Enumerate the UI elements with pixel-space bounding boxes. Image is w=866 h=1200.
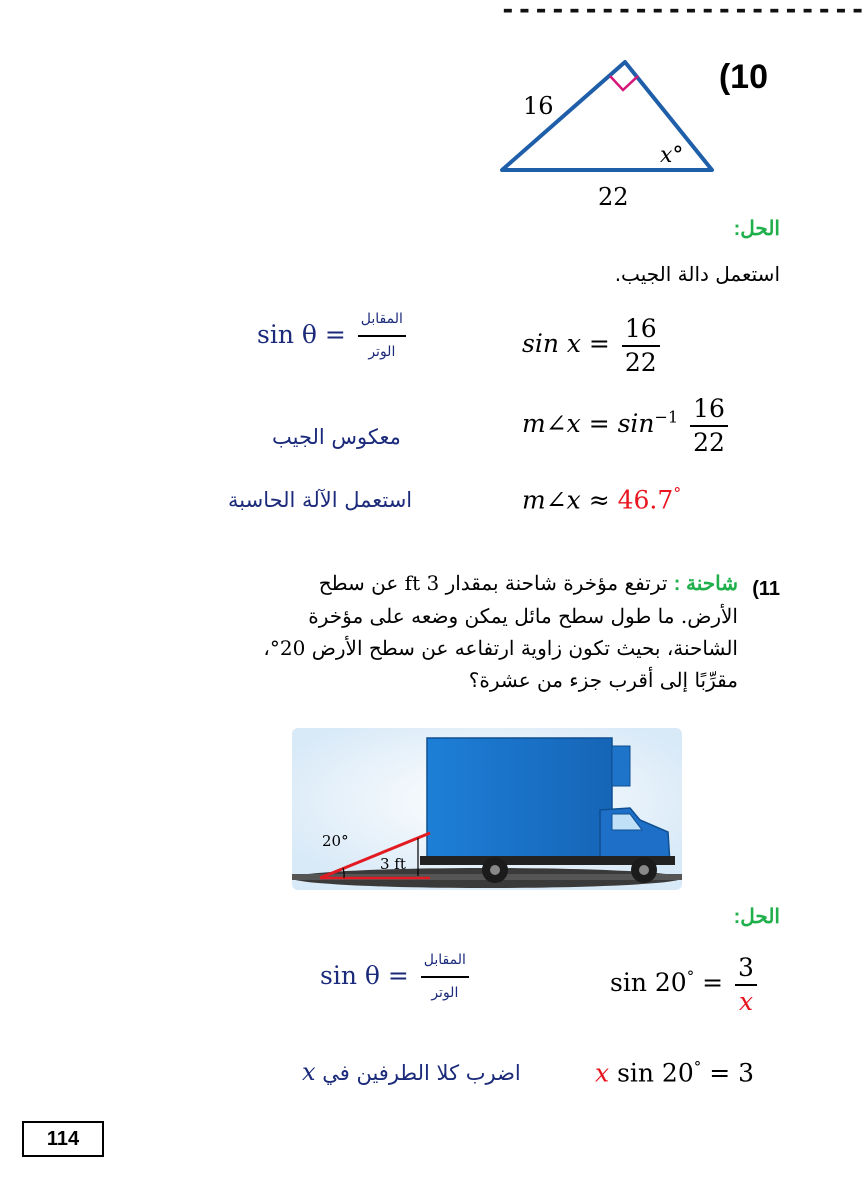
equation-answer [522, 484, 681, 514]
problem-line-1: شاحنة : ترتفع مؤخرة شاحنة بمقدار 3 ft عن سطح [318, 571, 738, 595]
answer-value: 46.7 [617, 485, 674, 515]
equation-sin-x [522, 315, 664, 376]
sine-definition-formula [257, 312, 410, 361]
note-inverse-sine: معكوس الجيب [272, 425, 401, 449]
solution-label-11: الحل: [733, 906, 780, 928]
equation-lhs: m∠x ≈ [522, 485, 610, 515]
angle-label-20: 20° [322, 832, 349, 850]
height-label-3ft: 3 ft [380, 855, 406, 873]
dashed-separator: ---------------------- [500, 0, 866, 25]
truck-illustration [292, 728, 682, 890]
note-multiply-both-sides: x اضرب كلا الطرفين في [302, 1058, 521, 1086]
formula-numerator: المقابل [358, 312, 406, 337]
solution-label-10: الحل: [733, 218, 780, 240]
equation-numerator: 16 [622, 315, 660, 347]
sine-definition-formula-11 [320, 953, 473, 1002]
equation-numerator: 16 [690, 395, 728, 427]
problem-10-number: (10 [718, 58, 768, 96]
equation-inverse-sine [522, 395, 732, 456]
equation-denominator: 22 [624, 347, 657, 377]
side-label-16: 16 [523, 92, 554, 120]
equation-lhs: m∠x = sin [522, 409, 655, 438]
equation-lhs: sin x = [522, 329, 610, 358]
problem-keyword: شاحنة : [673, 573, 738, 595]
equation-numerator: 3 [735, 954, 757, 986]
problem-line-4: مقرِّبًا إلى أقرب جزء من عشرة؟ [468, 668, 738, 692]
equation-x-sin-20: x sin 20° = 3 [595, 1058, 755, 1088]
formula-numerator: المقابل [421, 953, 469, 978]
equation-denominator-x: x [738, 986, 754, 1016]
problem-line-3: الشاحنة، بحيث تكون زاوية ارتفاعه عن سطح الأرض 20°، [263, 636, 738, 660]
problem-line-2: الأرض. ما طول سطح مائل يمكن وضعه على مؤخرة [308, 604, 738, 628]
equation-sin-20: sin 20° = $\frac{3}{x}$ [610, 954, 761, 1015]
problem-11-number: (11 [752, 578, 780, 600]
equation-variable-x: x [595, 1058, 610, 1088]
side-label-22: 22 [598, 183, 629, 211]
formula-denominator: الوتر [368, 344, 396, 361]
equation-denominator: 22 [693, 427, 725, 457]
right-angle-mark [610, 76, 638, 90]
truck-cargo-box [427, 738, 612, 858]
problem-11-text [218, 567, 738, 696]
note-use-calculator: استعمل الآلة الحاسبة [228, 488, 413, 512]
instruction-use-sine: استعمل دالة الجيب. [614, 262, 780, 286]
formula-lhs: sin θ = [257, 319, 346, 349]
answer-degree: ° [673, 484, 682, 503]
formula-lhs: sin θ = [320, 960, 409, 990]
note-variable-x: x [302, 1058, 316, 1086]
formula-denominator: الوتر [431, 985, 459, 1002]
equation-lhs: sin 20 [610, 968, 687, 997]
truck-cab-roof [612, 746, 630, 786]
angle-label-x: x° [660, 143, 684, 168]
page-number: 114 [22, 1121, 104, 1157]
inverse-exponent: −1 [654, 407, 679, 427]
triangle-figure [490, 50, 730, 215]
